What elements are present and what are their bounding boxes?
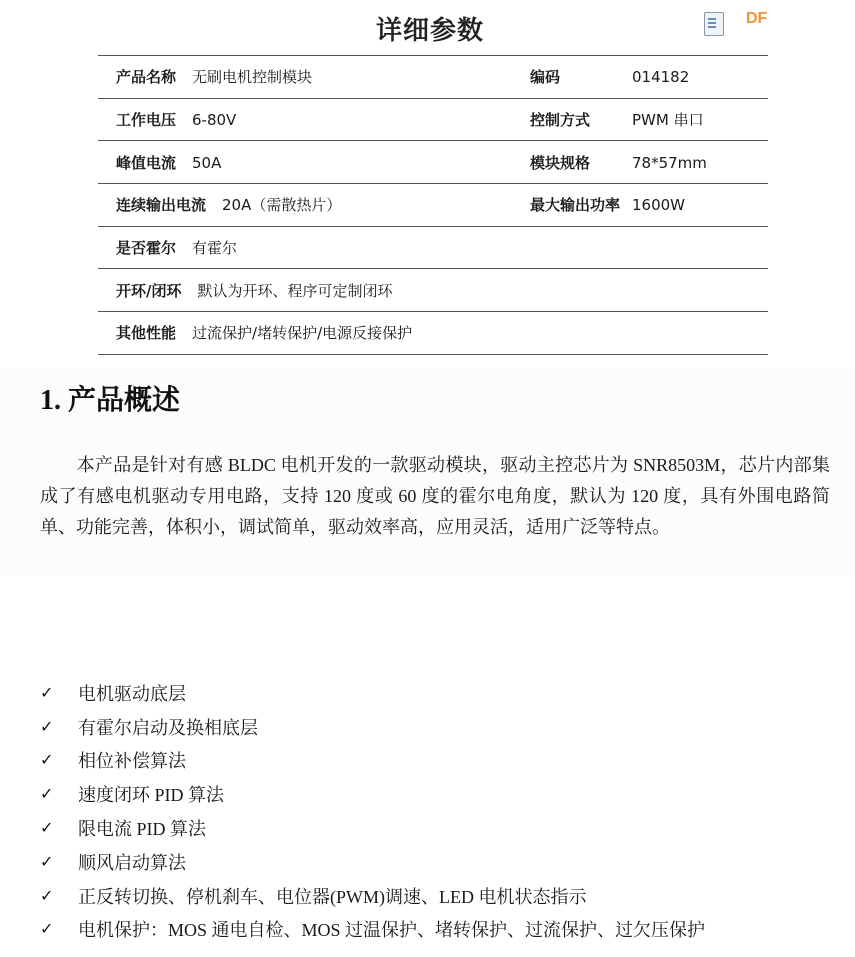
- overview-title: 1. 产品概述: [40, 385, 181, 416]
- checkmark-icon: ✓: [40, 921, 54, 939]
- feature-text: 速度闭环 PID 算法: [78, 785, 225, 806]
- overview-paragraph: 本产品是针对有感 BLDC 电机开发的一款驱动模块，驱动主控芯片为 SNR8503M，芯片内部集成了有感电机驱动专用电路，支持 120 度或 60 度的霍尔电角度，默认为 120 度，具有外围电路简单、功能完善，体积小，调试简单，驱动效率高，应用灵活，适用广泛等特点。: [40, 455, 830, 537]
- feature-item: [40, 845, 705, 879]
- spec-row: [98, 184, 768, 227]
- spec-value: 78*57mm: [632, 153, 707, 172]
- feature-item: [40, 710, 705, 744]
- feature-list: [40, 676, 705, 946]
- feature-text: 正反转切换、停机刹车、电位器(PWM)调速、LED 电机状态指示: [78, 886, 587, 907]
- logo: [702, 10, 772, 38]
- spec-label: 控制方式: [530, 111, 591, 130]
- spec-label: 峰值电流: [116, 153, 177, 172]
- spec-label: 是否霍尔: [116, 239, 177, 258]
- feature-item: [40, 777, 705, 811]
- spec-row: [98, 312, 768, 355]
- checkmark-icon: ✓: [40, 887, 54, 905]
- logo-text: DF: [746, 10, 768, 27]
- checkmark-icon: ✓: [40, 718, 54, 736]
- spec-label: 最大输出功率: [530, 196, 621, 215]
- spec-value: 1600W: [632, 196, 686, 215]
- feature-text: 电机驱动底层: [78, 683, 186, 704]
- document-icon: [704, 12, 724, 36]
- spec-label: 其他性能: [116, 324, 177, 343]
- feature-item: [40, 744, 705, 778]
- spec-label: 开环/闭环: [116, 281, 182, 300]
- page-title: 详细参数: [375, 16, 484, 46]
- spec-label: 编码: [530, 68, 561, 87]
- spec-value: 50A: [192, 153, 222, 172]
- spec-label: 工作电压: [116, 111, 177, 130]
- spec-row: [98, 141, 768, 184]
- feature-text: 顺风启动算法: [78, 852, 186, 873]
- spec-value: PWM 串口: [632, 111, 704, 130]
- spec-label: 模块规格: [530, 153, 591, 172]
- feature-item: [40, 879, 705, 913]
- spec-label: 产品名称: [116, 68, 177, 87]
- checkmark-icon: ✓: [40, 853, 54, 871]
- checkmark-icon: ✓: [40, 786, 54, 804]
- spec-table: [98, 55, 768, 355]
- spec-value: 默认为开环、程序可定制闭环: [197, 281, 393, 300]
- checkmark-icon: ✓: [40, 684, 54, 702]
- checkmark-icon: ✓: [40, 820, 54, 838]
- spec-row: [98, 98, 768, 141]
- spec-value: 6-80V: [192, 111, 237, 130]
- spec-value: 无刷电机控制模块: [192, 68, 313, 87]
- feature-text: 电机保护：MOS 通电自检、MOS 过温保护、堵转保护、过流保护、过欠压保护: [78, 920, 706, 941]
- feature-item: [40, 913, 705, 947]
- spec-value: 有霍尔: [192, 239, 238, 258]
- spec-row: [98, 269, 768, 312]
- feature-text: 限电流 PID 算法: [78, 819, 207, 840]
- spec-label: 连续输出电流: [116, 196, 207, 215]
- spec-value: 20A（需散热片）: [222, 196, 342, 215]
- spec-row: [98, 226, 768, 269]
- feature-text: 有霍尔启动及换相底层: [78, 717, 258, 738]
- spec-row: [98, 56, 768, 99]
- spec-value: 过流保护/堵转保护/电源反接保护: [192, 324, 413, 343]
- feature-text: 相位补偿算法: [78, 751, 186, 772]
- checkmark-icon: ✓: [40, 752, 54, 770]
- feature-item: [40, 811, 705, 845]
- spec-value: 014182: [632, 68, 690, 87]
- feature-item: [40, 676, 705, 710]
